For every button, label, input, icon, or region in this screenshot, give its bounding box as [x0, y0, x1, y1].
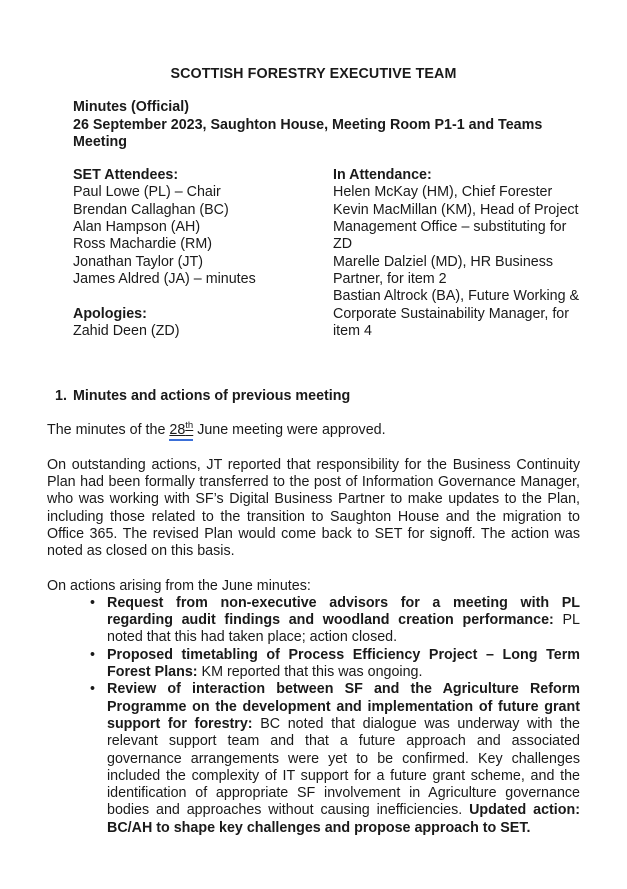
document-subtitle — [73, 99, 580, 151]
section-title: Minutes and actions of previous meeting — [73, 388, 351, 405]
set-attendees-heading: SET Attendees: — [73, 167, 179, 184]
bullet-item-agriculture-reform — [107, 681, 580, 837]
outstanding-actions-paragraph: On outstanding actions, JT reported that responsibility for the Business Continuity Plan had been formally transferred to the post of Information Governance Manager, who was working with SF’s Digital Business Partner to make updates to the Plan, including those related to the transition to Saughton House and the migration to Office 365. The revised Plan would come back to SET for signoff. The action was noted as closed on this basis. — [47, 456, 580, 560]
in-attendance-line: Corporate Sustainability Manager, for — [333, 305, 570, 322]
apologies-heading: Apologies: — [73, 305, 147, 322]
bullet-body: KM reported that this was ongoing. — [197, 664, 423, 681]
bullet-body: PL noted that this had taken place; action closed. — [107, 612, 580, 646]
in-attendance-line: Kevin MacMillan (KM), Head of Project — [333, 201, 579, 218]
in-attendance-line: Partner, for item 2 — [333, 270, 447, 287]
in-attendance-line: Marelle Dalziel (MD), HR Business — [333, 253, 554, 270]
in-attendance-column — [333, 167, 580, 340]
in-attendance-line: Management Office – substituting for — [333, 219, 567, 236]
actions-bullet-list — [47, 595, 580, 837]
document-title: SCOTTISH FORESTRY EXECUTIVE TEAM — [170, 66, 457, 82]
date-reference-28th-june — [169, 422, 193, 441]
date-number: 28 — [169, 422, 186, 439]
section-1-heading — [55, 388, 580, 405]
attendance-section — [73, 167, 580, 340]
apology-line: Zahid Deen (ZD) — [73, 322, 180, 339]
bullet-item-audit-meeting — [107, 595, 580, 647]
subtitle-minutes-official: Minutes (Official) — [73, 99, 189, 116]
minutes-para-suffix: June meeting were approved. — [193, 422, 386, 439]
in-attendance-line: item 4 — [333, 322, 372, 339]
set-attendees-column — [73, 167, 333, 340]
in-attendance-heading: In Attendance: — [333, 167, 432, 184]
attendee-line: Jonathan Taylor (JT) — [73, 253, 204, 270]
bullet-item-process-efficiency — [107, 647, 580, 682]
attendee-line: James Aldred (JA) – minutes — [73, 270, 256, 287]
in-attendance-line: Helen McKay (HM), Chief Forester — [333, 184, 553, 201]
bullet-lead: Request from non-executive advisors for a meeting with PL regarding audit findings and woodland creation performance: — [107, 594, 580, 629]
section-number: 1. — [55, 388, 67, 405]
subtitle-date-location: 26 September 2023, Saughton House, Meeting Room P1-1 and Teams Meeting — [73, 116, 543, 150]
blank-line — [73, 288, 333, 305]
minutes-approved-paragraph — [47, 422, 580, 439]
in-attendance-line: ZD — [333, 236, 353, 253]
date-ordinal: th — [185, 420, 194, 432]
actions-arising-intro: On actions arising from the June minutes: — [47, 577, 311, 594]
minutes-para-prefix: The minutes of the — [47, 422, 170, 439]
attendee-line: Alan Hampson (AH) — [73, 219, 201, 236]
attendee-line: Brendan Callaghan (BC) — [73, 201, 229, 218]
bullet-tail: Updated action: BC/AH to shape key challenges and propose approach to SET. — [107, 802, 580, 836]
attendee-line: Ross Machardie (RM) — [73, 236, 213, 253]
bullet-lead: Review of interaction between SF and the Agriculture Reform Programme on the development and implementation of future grant support for forestry: — [107, 681, 580, 732]
bullet-body: BC noted that dialogue was underway with the relevant support team and that a future approach and associated governance arrangements were yet to be confirmed. Key challenges included the complexity of IT support for a future grant scheme, and the identification of appropriate SF involvement in Agriculture governance bodies and approaches without causing inefficiencies. — [107, 715, 580, 819]
bullet-lead: Proposed timetabling of Process Efficiency Project – Long Term Forest Plans: — [107, 646, 580, 681]
attendee-line: Paul Lowe (PL) – Chair — [73, 184, 221, 201]
in-attendance-line: Bastian Altrock (BA), Future Working & — [333, 288, 580, 305]
